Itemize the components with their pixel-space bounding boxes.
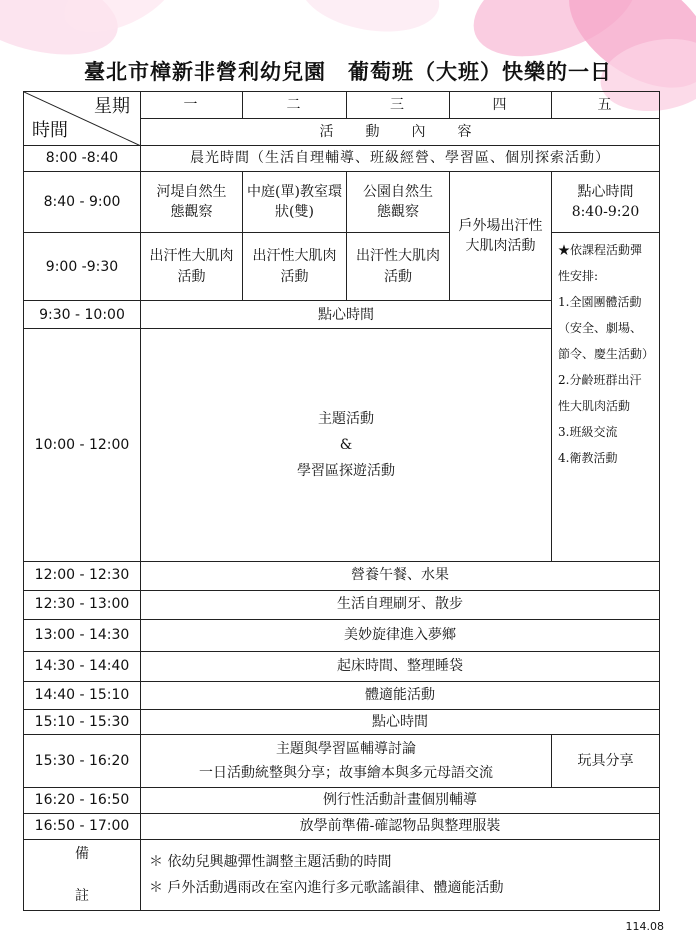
activity-tue: 出汗性大肌肉活動 <box>243 233 347 301</box>
activity-cell: 點心時間 <box>141 301 552 329</box>
day-header-tue: 二 <box>243 92 347 119</box>
activity-line: 主題與學習區輔導討論 <box>276 740 416 757</box>
activity-line: & <box>339 436 353 453</box>
time-cell: 14:40 - 15:10 <box>24 681 141 709</box>
day-header-thu: 四 <box>450 92 552 119</box>
time-cell: 8:00 -8:40 <box>24 146 141 172</box>
activity-mon: 河堤自然生態觀察 <box>141 172 243 233</box>
time-cell: 9:30 - 10:00 <box>24 301 141 329</box>
activity-cell: 點心時間 <box>141 709 660 734</box>
time-cell: 8:40 - 9:00 <box>24 172 141 233</box>
flex-item: 4.衛教活動 <box>558 451 618 466</box>
notes-label-bottom: 註 <box>75 887 89 904</box>
time-cell: 15:30 - 16:20 <box>24 734 141 787</box>
activity-line: 學習區探遊活動 <box>297 462 395 479</box>
table-row <box>24 651 660 681</box>
activity-cell: 起床時間、整理睡袋 <box>141 651 660 681</box>
activity-cell: 晨光時間（生活自理輔導、班級經營、學習區、個別探索活動） <box>141 146 660 172</box>
activity-thu: 戶外場出汗性大肌肉活動 <box>450 172 552 301</box>
table-row <box>24 681 660 709</box>
time-label: 時間 <box>32 119 68 141</box>
flex-item: 2.分齡班群出汗性大肌肉活動 <box>558 373 642 414</box>
activity-line: 一日活動統整與分享；故事繪本與多元母語交流 <box>199 764 493 781</box>
header-row <box>24 92 660 119</box>
time-cell: 14:30 - 14:40 <box>24 651 141 681</box>
flex-heading: ★依課程活動彈性安排: <box>558 243 643 284</box>
notes-label-cell <box>24 839 141 910</box>
time-cell: 10:00 - 12:00 <box>24 329 141 561</box>
time-cell: 9:00 -9:30 <box>24 233 141 301</box>
flex-item: 3.班級交流 <box>558 425 618 440</box>
time-cell: 12:00 - 12:30 <box>24 561 141 590</box>
activity-cell: 生活自理刷牙、散步 <box>141 590 660 619</box>
flex-item: 1.全園團體活動（安全、劇場、節令、慶生活動） <box>558 295 655 362</box>
time-cell: 16:50 - 17:00 <box>24 813 141 839</box>
daily-schedule-table <box>23 91 660 911</box>
content-label: 活 動 內 容 <box>141 119 660 146</box>
table-row <box>24 561 660 590</box>
table-row <box>24 787 660 813</box>
table-row <box>24 172 660 233</box>
notes-label-top: 備 <box>75 845 89 862</box>
activity-fri: 點心時間8:40-9:20 <box>552 172 660 233</box>
week-label: 星期 <box>94 96 130 117</box>
time-cell: 15:10 - 15:30 <box>24 709 141 734</box>
activity-cell: 放學前準備-確認物品與整理服裝 <box>141 813 660 839</box>
activity-cell: 例行性活動計畫個別輔導 <box>141 787 660 813</box>
activity-cell <box>141 329 552 561</box>
note-item: ＊ 戶外活動遇雨改在室內進行多元歌謠韻律、體適能活動 <box>149 879 504 896</box>
table-row <box>24 734 660 787</box>
table-row <box>24 619 660 651</box>
time-cell: 13:00 - 14:30 <box>24 619 141 651</box>
activity-mon: 出汗性大肌肉活動 <box>141 233 243 301</box>
pink-petal-decoration <box>295 0 445 42</box>
day-header-mon: 一 <box>141 92 243 119</box>
page-title: 臺北市樟新非營利幼兒園 葡萄班（大班）快樂的一日 <box>84 59 612 84</box>
day-header-fri: 五 <box>552 92 660 119</box>
activity-fri: 玩具分享 <box>552 734 660 787</box>
time-cell: 16:20 - 16:50 <box>24 787 141 813</box>
activity-wed: 出汗性大肌肉活動 <box>347 233 450 301</box>
activity-cell: 體適能活動 <box>141 681 660 709</box>
activity-cell <box>141 734 552 787</box>
notes-cell <box>141 839 660 910</box>
table-row <box>24 813 660 839</box>
activity-tue: 中庭(單)教室環狀(雙) <box>243 172 347 233</box>
corner-header-cell <box>24 92 141 146</box>
table-row <box>24 146 660 172</box>
notes-row <box>24 839 660 910</box>
day-header-wed: 三 <box>347 92 450 119</box>
table-row <box>24 709 660 734</box>
activity-cell: 營養午餐、水果 <box>141 561 660 590</box>
activity-cell: 美妙旋律進入夢鄉 <box>141 619 660 651</box>
activity-wed: 公園自然生態觀察 <box>347 172 450 233</box>
version-number: 114.08 <box>625 920 664 933</box>
table-row <box>24 590 660 619</box>
table-row <box>24 233 660 301</box>
note-item: ＊ 依幼兒興趣彈性調整主題活動的時間 <box>149 853 392 870</box>
flexible-arrangement-note <box>552 233 660 561</box>
time-cell: 12:30 - 13:00 <box>24 590 141 619</box>
activity-line: 主題活動 <box>318 410 374 427</box>
